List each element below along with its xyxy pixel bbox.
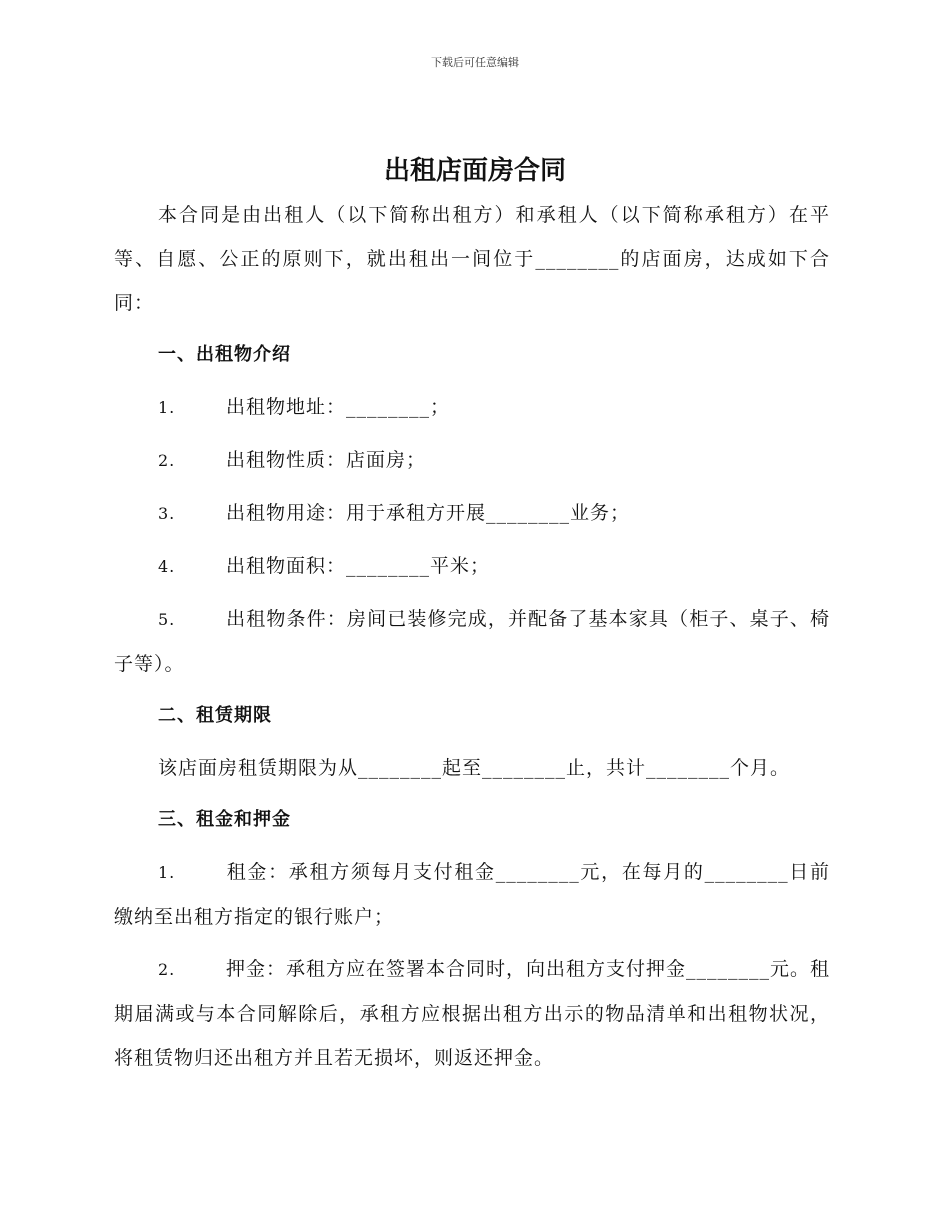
item-text: 押金：承租方应在签署本合同时，向出租方支付押金________元。租期届满或与本合同解除后，承租方应根据出租方出示的物品清单和出租物状况，将租赁物归还出租方并且若无损坏，则返还押金。 [114, 958, 831, 1069]
item-number: 1. [158, 863, 176, 882]
item-number: 2. [158, 451, 176, 470]
item-number: 5. [158, 610, 176, 629]
item-number: 1. [158, 398, 176, 417]
document-title: 出租店面房合同 [383, 156, 566, 186]
item-number: 3. [158, 504, 176, 523]
item-text: 出租物性质：店面房； [226, 449, 427, 471]
section-1-item [114, 385, 830, 430]
item-text: 出租物地址：________； [226, 396, 451, 418]
intro-paragraph: 本合同是由出租人（以下简称出租方）和承租人（以下简称承租方）在平等、自愿、公正的原则下，就出租出一间位于________的店面房，达成如下合同： [114, 204, 830, 314]
section-3-item [114, 947, 830, 1080]
page-header-note: 下载后可任意编辑 [431, 56, 519, 69]
item-text: 出租物条件：房间已装修完成，并配备了基本家具（柜子、桌子、椅子等）。 [114, 608, 830, 675]
item-number: 4. [158, 557, 176, 576]
section-3-item [114, 850, 830, 939]
section-1-item [114, 438, 830, 483]
section-2-paragraph: 该店面房租赁期限为从________起至________止，共计________个月。 [158, 757, 791, 779]
section-1-heading: 一、出租物介绍 [158, 344, 291, 365]
section-1-item [114, 491, 830, 536]
document-body [114, 193, 830, 1088]
item-text: 租金：承租方须每月支付租金________元，在每月的________日前缴纳至出租方指定的银行账户； [114, 861, 830, 928]
section-2-heading: 二、租赁期限 [158, 705, 272, 726]
section-3-heading: 三、租金和押金 [158, 809, 291, 830]
item-text: 出租物用途：用于承租方开展________业务； [226, 502, 631, 524]
item-number: 2. [158, 960, 176, 979]
section-1-item [114, 597, 830, 686]
item-text: 出租物面积：________平米； [226, 555, 491, 577]
section-1-item [114, 544, 830, 589]
